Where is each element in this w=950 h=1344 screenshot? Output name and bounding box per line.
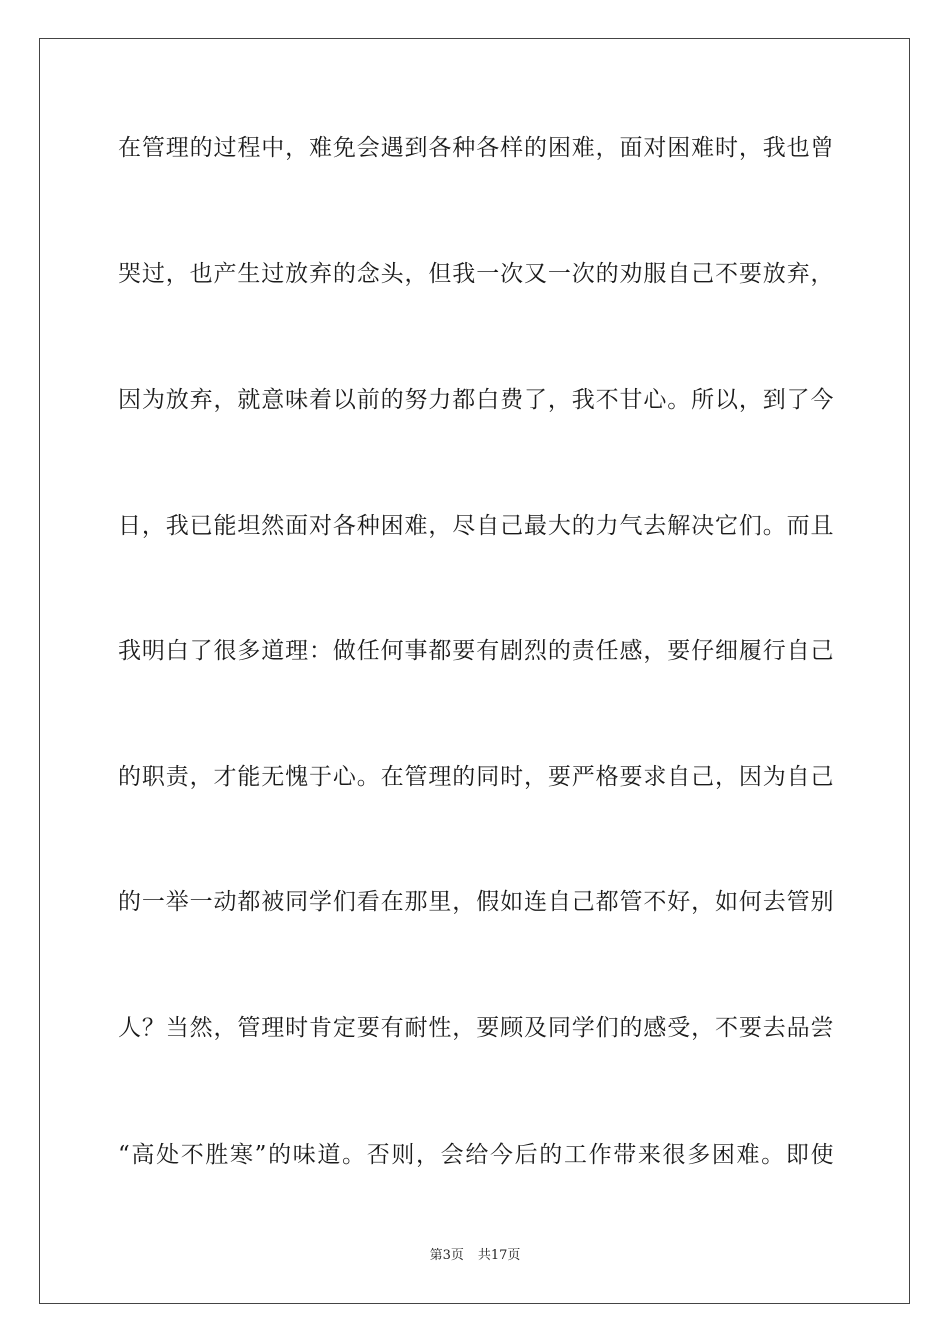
text-line: “高处不胜寒”的味道。否则，会给今后的工作带来很多困难。即使 [118,1142,834,1168]
text-line: 日，我已能坦然面对各种困难，尽自己最大的力气去解决它们。而且 [118,513,834,539]
page-total: 共17页 [477,1248,521,1263]
page-number: 第3页 [429,1248,464,1263]
text-line: 哭过，也产生过放弃的念头，但我一次又一次的劝服自己不要放弃， [118,261,834,287]
text-line: 因为放弃，就意味着以前的努力都白费了，我不甘心。所以，到了今 [118,387,834,413]
page-footer [0,1247,950,1265]
text-line: 在管理的过程中，难免会遇到各种各样的困难，面对困难时，我也曾 [118,135,834,161]
text-line: 我明白了很多道理：做任何事都要有剧烈的责任感，要仔细履行自己 [118,638,834,664]
text-line: 的职责，才能无愧于心。在管理的同时，要严格要求自己，因为自己 [118,764,834,790]
text-line: 人？当然，管理时肯定要有耐性，要顾及同学们的感受，不要去品尝 [118,1015,834,1041]
page-border [39,38,910,1304]
text-line: 的一举一动都被同学们看在那里，假如连自己都管不好，如何去管别 [118,889,834,915]
